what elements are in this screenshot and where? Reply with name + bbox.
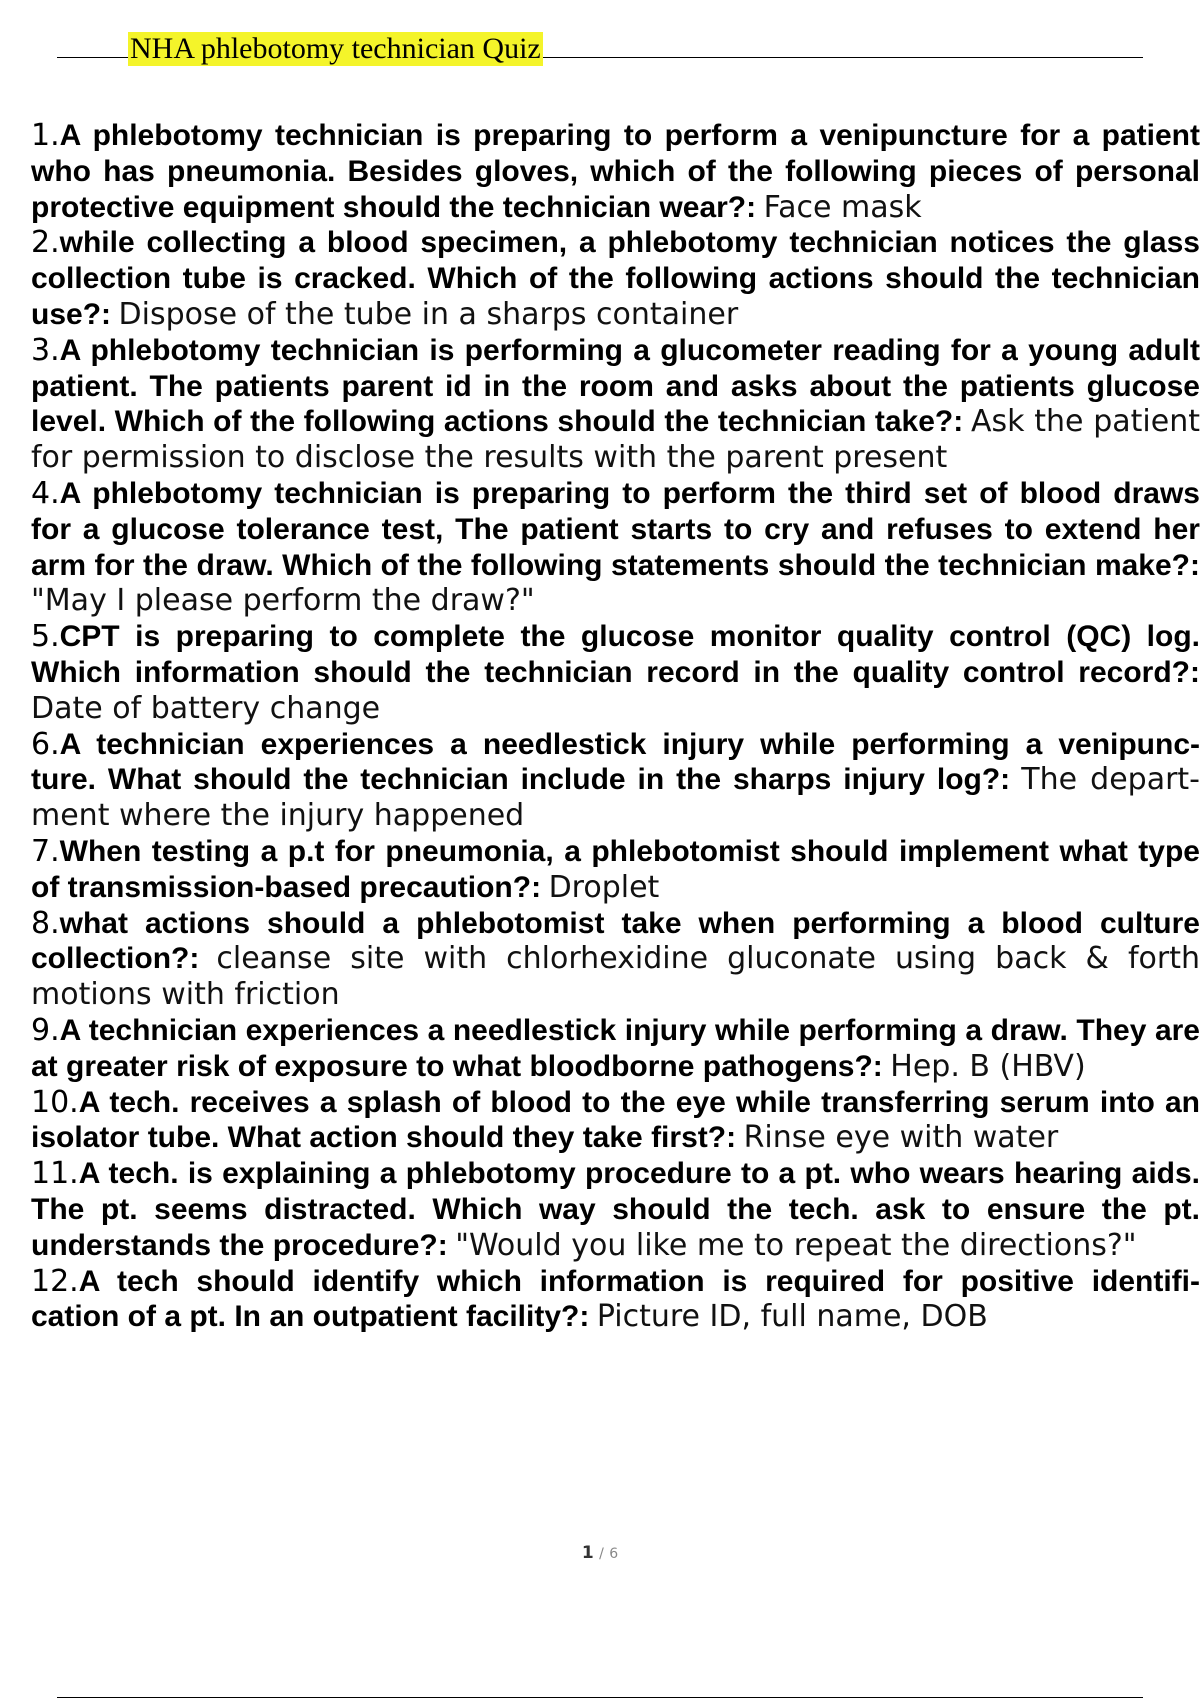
item-answer: Picture ID, full name, DOB xyxy=(596,1299,988,1335)
quiz-item xyxy=(31,727,1200,834)
item-answer: Date of battery change xyxy=(31,690,381,726)
item-answer: "May I please perform the draw?" xyxy=(31,583,535,619)
document-header xyxy=(57,30,1143,70)
item-number: 12. xyxy=(31,1263,79,1299)
item-number: 6. xyxy=(31,726,60,762)
item-question: A phlebotomy technician is performing a glucometer reading for a young adult patient. The patients parent id in the room and asks about the patients glucose level. Which of the following actions should the technician take?: xyxy=(31,333,1200,439)
quiz-item xyxy=(31,1085,1200,1157)
item-answer: Rinse eye with water xyxy=(743,1120,1059,1156)
page-indicator xyxy=(0,1543,1200,1563)
item-question: CPT is preparing to complete the glucose monitor quality control (QC) log. Which information should the technician record in the quality control record?: xyxy=(31,620,1200,689)
item-number: 5. xyxy=(31,619,60,655)
quiz-content xyxy=(31,118,1200,1335)
footer-rule xyxy=(57,1697,1143,1698)
item-question: while collecting a blood specimen, a phlebotomy technician notices the glass collection tube is cracked. Which of the following actions should the technician use?: xyxy=(31,226,1200,331)
document-title: NHA phlebotomy technician Quiz xyxy=(130,32,541,65)
quiz-item xyxy=(31,906,1200,1013)
quiz-item xyxy=(31,225,1200,332)
item-number: 10. xyxy=(31,1084,79,1120)
item-answer: Ask the patient for permission to disclose the results with the parent present xyxy=(31,404,1200,476)
item-question: what actions should a phlebotomist take when performing a blood culture collection?: xyxy=(31,906,1200,976)
quiz-item xyxy=(31,619,1200,726)
item-answer: Face mask xyxy=(763,189,922,225)
item-number: 7. xyxy=(31,833,60,869)
item-answer: "Would you like me to repeat the directions?" xyxy=(455,1227,1137,1263)
current-page: 1 xyxy=(581,1543,594,1563)
item-answer: Droplet xyxy=(548,869,660,905)
item-question: When testing a p.t for pneumonia, a phlebotomist should implement what type of transmission-based precaution?: xyxy=(31,834,1200,904)
quiz-item xyxy=(31,834,1200,906)
item-question: A phlebotomy technician is preparing to perform a venipuncture for a patient who has pneumonia. Besides gloves, which of the following pieces of personal protective equipment should the technician wear?: xyxy=(31,119,1200,224)
quiz-item xyxy=(31,1013,1200,1085)
item-question: A technician experiences a needlestick injury while performing a venipunc- ture. What should the technician include in the sharps injury log?: xyxy=(31,727,1200,797)
item-answer: Dispose of the tube in a sharps container xyxy=(118,296,739,332)
item-number: 4. xyxy=(31,475,60,511)
item-answer: The depart- ment where the injury happened xyxy=(31,762,1200,834)
quiz-item xyxy=(31,333,1200,476)
item-question: A technician experiences a needlestick injury while performing a draw. They are at greater risk of exposure to what bloodborne pathogens?: xyxy=(31,1013,1200,1083)
item-number: 3. xyxy=(31,332,60,368)
quiz-item xyxy=(31,1156,1200,1263)
total-pages: 6 xyxy=(609,1546,619,1562)
item-question: A tech should identify which information is required for positive identifi- cation of a pt. In an outpatient facility?: xyxy=(31,1264,1200,1334)
quiz-item xyxy=(31,476,1200,619)
item-number: 8. xyxy=(31,905,60,941)
quiz-item xyxy=(31,1264,1200,1336)
item-question: A tech. is explaining a phlebotomy procedure to a pt. who wears hearing aids. The pt. seems distracted. Which way should the tech. ask to ensure the pt. understands the procedure?: xyxy=(31,1157,1200,1262)
item-answer: Hep. B (HBV) xyxy=(890,1048,1086,1084)
item-number: 1. xyxy=(31,118,60,153)
item-number: 11. xyxy=(31,1156,79,1192)
item-number: 9. xyxy=(31,1012,60,1048)
item-question: A phlebotomy technician is preparing to perform the third set of blood draws for a glucose tolerance test, The patient starts to cry and refuses to extend her arm for the draw. Which of the following statements should the technician make?: xyxy=(31,476,1200,582)
page-separator: / xyxy=(599,1546,604,1562)
item-number: 2. xyxy=(31,225,60,261)
item-answer: cleanse site with chlorhexidine gluconate using back & forth motions with friction xyxy=(31,941,1200,1013)
quiz-item xyxy=(31,118,1200,225)
item-question: A tech. receives a splash of blood to the eye while transferring serum into an isolator tube. What action should they take first?: xyxy=(31,1085,1200,1155)
